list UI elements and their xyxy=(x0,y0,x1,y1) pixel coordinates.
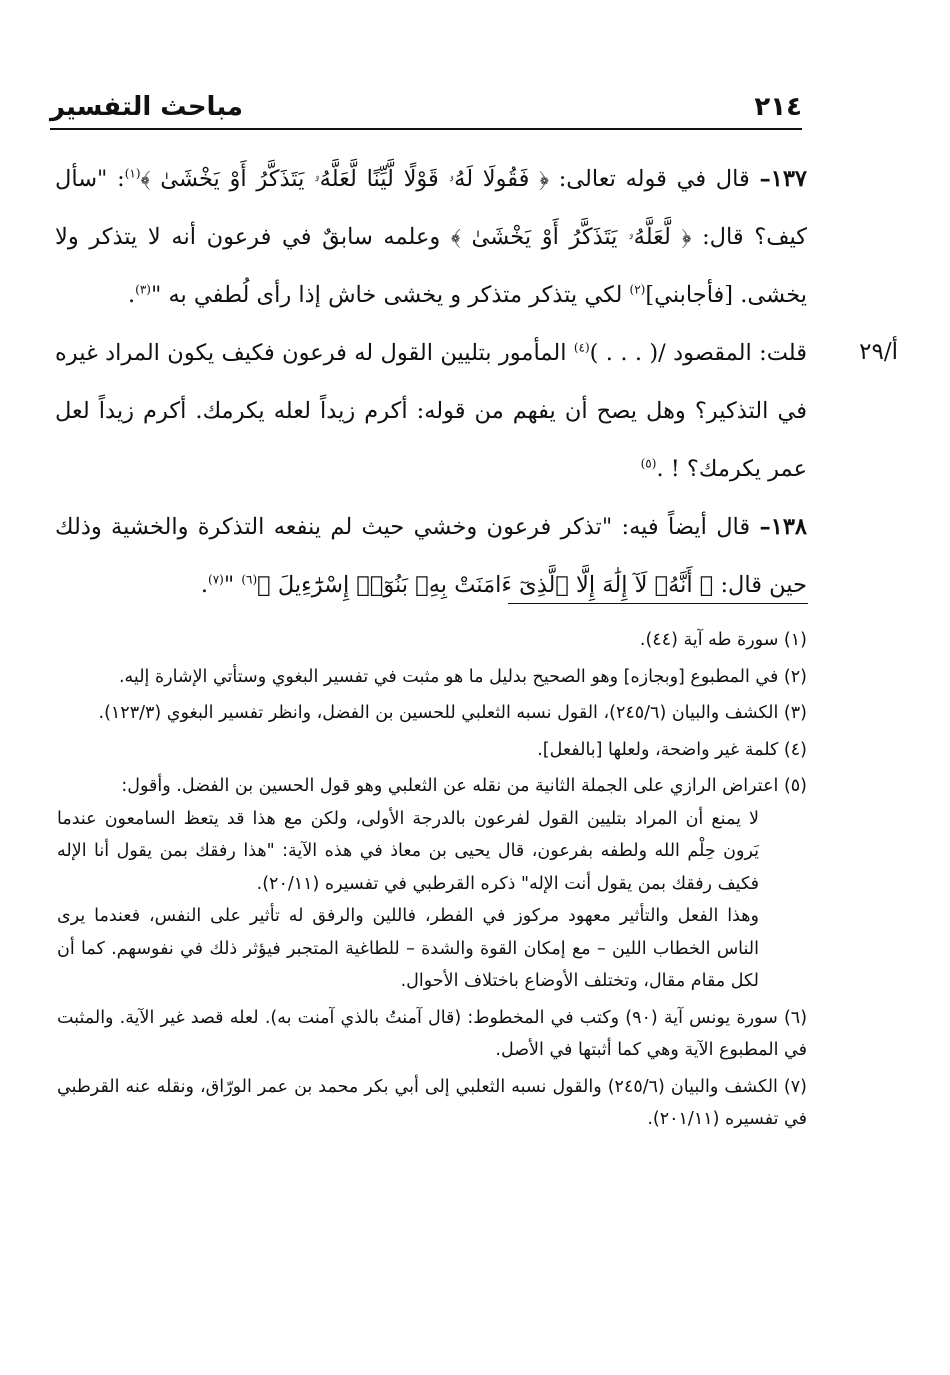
footnote-ref: (٧) xyxy=(208,572,224,587)
footnote-1: (١) سورة طه آية (٤٤). xyxy=(639,630,807,650)
text-segment: قلت: المقصود /( . . . ) xyxy=(589,340,807,366)
entry-number: ١٣٨– xyxy=(759,514,807,540)
footnote-5-continuation: لا يمنع أن المراد بتليين القول لفرعون بالدرجة الأولى، ولكن مع هذا قد يتعظ السامعون عندما يَرون حِلْم الله ولطفه بفرعون، قال يحيى بن معاذ في هذه الآية: "هذا رفقك بمن يقول أنا الإله فكيف رفقك بمن يقول أنت الإله" ذكره القرطبي في تفسيره (٢٠/١١). xyxy=(57,808,759,894)
footnote-7: (٧) الكشف والبيان (٢٤٥/٦) والقول نسبه الثعلبي إلى أبي بكر محمد بن عمر الورّاق، ونقله عنه القرطبي في تفسيره (٢٠١/١١). xyxy=(57,1076,807,1129)
text-segment: وعلمه سابقٌ في فرعون أنه لا يتذكر ولا يخشى. [فأجابني] xyxy=(55,224,807,308)
footnote-4: (٤) كلمة غير واضحة، ولعلها [بالفعل]. xyxy=(537,739,807,760)
footnote-5-continuation: وهذا الفعل والتأثير معهود مركوز في الفطر، فاللين والرفق له تأثير على النفس، فعندما يرى الناس الخطاب اللين – مع إمكان القوة والشدة – للطاغية المتجبر فيؤثر ذلك في نفوسهم. كما أن لكل مقام مقال، وتختلف الأوضاع باختلاف الأحوال. xyxy=(57,906,759,991)
text-segment: " xyxy=(223,572,242,598)
text-segment: . xyxy=(127,282,136,308)
main-text xyxy=(55,150,807,614)
footnote-ref: (١) xyxy=(124,166,141,181)
footnote-separator xyxy=(508,603,808,604)
text-segment: : "سأل كيف؟ قال: xyxy=(55,166,808,250)
paragraph-qult xyxy=(55,324,807,498)
paragraph-137 xyxy=(55,150,807,324)
running-title: مباحث التفسير xyxy=(50,92,244,122)
footnote-ref: (٥) xyxy=(640,456,657,471)
text-segment: المأمور بتليين القول له فرعون فكيف يكون المراد غيره في التذكير؟ وهل يصح أن يفهم من قوله: أكرم زيداً لعله يكرمك. أكرم زيداً لعل عمر يكرمك؟ ! . xyxy=(55,340,807,482)
footnote-ref: (٢) xyxy=(629,282,646,297)
footnote-2: (٢) في المطبوع [وبجازه] وهو الصحيح بدليل ما هو مثبت في تفسير البغوي وستأتي الإشارة إليه. xyxy=(118,666,807,687)
footnote-5: (٥) اعتراض الرازي على الجملة الثانية من نقله عن الثعلبي وهو قول الحسين بن الفضل. وأقول: xyxy=(121,776,807,796)
footnotes xyxy=(57,620,807,1136)
footnote-ref: (٦) xyxy=(241,572,258,587)
page-header xyxy=(50,88,802,130)
quran-verse: ﴿ لَّعَلَّهُۥ يَتَذَكَّرُ أَوْ يَخْشَىٰ ﴾ xyxy=(450,224,692,250)
text-segment: قال أيضاً فيه: "تذكر فرعون وخشي حيث لم ينفعه التذكرة والخشية وذلك حين قال: xyxy=(55,514,807,598)
footnote-6: (٦) سورة يونس آية (٩٠) وكتب في المخطوط: (قال آمنتُ بالذي آمنت به). لعله قصد غير الآية. والمثبت في المطبوع الآية وهي كما أثبتها في الأصل. xyxy=(57,1007,808,1060)
quran-verse: ﴿ أَنَّهُۥ لَآ إِلَٰهَ إِلَّا ٱلَّذِىٓ ءَامَنَتْ بِهِۦ بَنُوٓا۟ إِسْرَٰٓءِيلَ ﴾ xyxy=(257,572,714,598)
manuscript-folio-marker: أ/٢٩ xyxy=(859,339,898,365)
page-number: ٢١٤ xyxy=(754,92,802,122)
text-segment: لكي يتذكر متذكر و يخشى خاش إذا رأى لُطفي به " xyxy=(150,282,630,308)
text-segment: . xyxy=(200,572,208,598)
footnote-ref: (٤) xyxy=(573,340,590,355)
paragraph-138 xyxy=(55,498,807,614)
entry-number: ١٣٧– xyxy=(759,166,807,192)
quran-verse: ﴿ فَقُولَا لَهُۥ قَوْلًا لَّيِّنًا لَّعَلَّهُۥ يَتَذَكَّرُ أَوْ يَخْشَىٰ ﴾ xyxy=(140,166,550,192)
footnote-ref: (٣) xyxy=(135,282,151,297)
text-segment: قال في قوله تعالى: xyxy=(549,166,760,192)
footnote-3: (٣) الكشف والبيان (٢٤٥/٦)، القول نسبه الثعلبي للحسين بن الفضل، وانظر تفسير البغوي (١٢٣/٣). xyxy=(98,703,807,723)
